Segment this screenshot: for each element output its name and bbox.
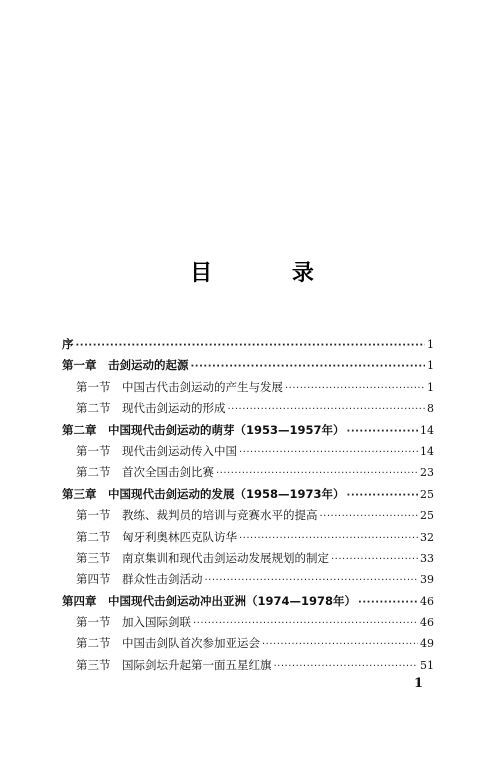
toc-entry-text: 序 — [62, 337, 74, 351]
toc-entry-section[interactable] — [62, 441, 434, 462]
toc-entry-page: 49 — [420, 637, 434, 651]
page-title: 目 录 — [190, 261, 350, 286]
toc-entry-chapter-3[interactable] — [62, 484, 434, 505]
toc-entry-text: 第三章 中国现代击剑运动的发展（1958—1973年） — [62, 486, 345, 501]
toc-entry-page: 46 — [420, 616, 434, 630]
toc-entry-text: 第一节 加入国际剑联 — [76, 615, 191, 630]
toc-entry-chapter-2[interactable] — [62, 420, 434, 441]
toc-entry-text: 第四节 群众性击剑活动 — [76, 572, 203, 587]
toc-leader-dots — [331, 549, 418, 570]
toc-entry-text: 第三节 南京集训和现代击剑运动发展规划的制定 — [76, 550, 329, 565]
toc-entry-page: 46 — [420, 594, 434, 608]
toc-entry-section[interactable] — [62, 398, 434, 419]
toc-entry-page: 8 — [427, 402, 434, 416]
toc-entry-section[interactable] — [62, 377, 434, 398]
toc-leader-dots — [193, 613, 418, 634]
toc-entry-text: 第二节 中国击剑队首次参加亚运会 — [76, 636, 260, 651]
toc-entry-page: 51 — [420, 658, 434, 672]
toc-entry-preface[interactable] — [62, 334, 434, 355]
toc-leader-dots — [358, 592, 418, 613]
toc-entry-page: 25 — [420, 509, 434, 523]
toc-entry-page: 1 — [427, 359, 434, 373]
toc-leader-dots — [239, 442, 418, 463]
toc-entry-text: 第三节 国际剑坛升起第一面五星红旗 — [76, 657, 272, 672]
toc-leader-dots — [228, 399, 426, 420]
toc-entry-text: 第二节 现代击剑运动的形成 — [76, 401, 226, 416]
toc-entry-page: 1 — [427, 338, 434, 351]
toc-entry-page: 33 — [420, 551, 434, 565]
toc-entry-section[interactable] — [62, 462, 434, 483]
toc-entry-text: 第二节 首次全国击剑比赛 — [76, 465, 214, 480]
toc-entry-section[interactable] — [62, 612, 434, 633]
toc-entry-text: 第二节 匈牙利奥林匹克队访华 — [76, 529, 237, 544]
toc-entry-section[interactable] — [62, 505, 434, 526]
toc-entry-text: 第一节 教练、裁判员的培训与竞赛水平的提高 — [76, 508, 318, 523]
page-number: 1 — [414, 676, 424, 691]
toc-entry-text: 第一章 击剑运动的起源 — [62, 358, 189, 373]
toc-entry-page: 14 — [420, 423, 434, 437]
toc-leader-dots — [205, 570, 419, 591]
toc-entry-text: 第四章 中国现代击剑运动冲出亚洲（1974—1978年） — [62, 593, 357, 608]
toc-entry-page: 23 — [420, 466, 434, 480]
toc-entry-chapter-4[interactable] — [62, 591, 434, 612]
toc-leader-dots — [76, 335, 426, 356]
toc-entry-page: 1 — [427, 380, 434, 394]
toc-entry-text: 第二章 中国现代击剑运动的萌芽（1953—1957年） — [62, 422, 345, 437]
toc-leader-dots — [347, 485, 418, 506]
toc-leader-dots — [320, 506, 419, 527]
toc-entry-page: 39 — [420, 573, 434, 587]
toc-entry-section[interactable] — [62, 633, 434, 654]
toc-entry-page: 25 — [420, 487, 434, 501]
toc-entry-page: 32 — [420, 530, 434, 544]
toc-leader-dots — [239, 528, 418, 549]
toc-entry-page: 14 — [420, 444, 434, 458]
toc-leader-dots — [347, 421, 418, 442]
toc-entry-chapter-1[interactable] — [62, 355, 434, 376]
toc-entry-section[interactable] — [62, 527, 434, 548]
table-of-contents — [62, 334, 434, 676]
toc-entry-section[interactable] — [62, 655, 434, 676]
toc-leader-dots — [262, 634, 418, 655]
toc-leader-dots — [216, 463, 418, 484]
toc-entry-text: 第一节 现代击剑运动传入中国 — [76, 443, 237, 458]
toc-leader-dots — [285, 378, 425, 399]
toc-leader-dots — [274, 656, 419, 677]
toc-leader-dots — [191, 356, 426, 377]
toc-entry-section[interactable] — [62, 569, 434, 590]
toc-entry-text: 第一节 中国古代击剑运动的产生与发展 — [76, 379, 283, 394]
toc-entry-section[interactable] — [62, 548, 434, 569]
